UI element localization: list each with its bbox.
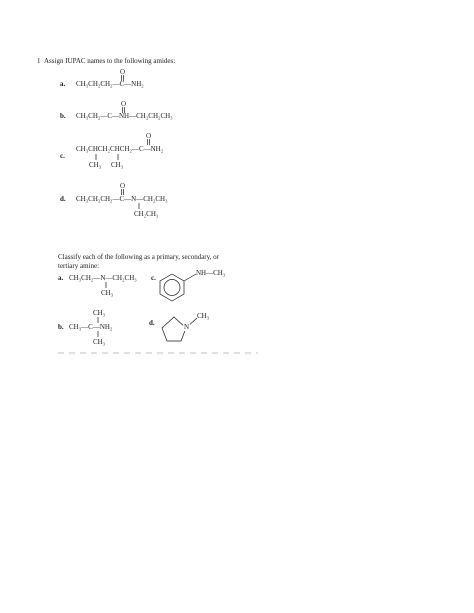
item-1d-ethyl: CH₂CH₃ bbox=[134, 210, 159, 218]
item-1a-formula: CH₃CH₂CH₂—C—NH₂ bbox=[76, 80, 144, 88]
item-1d-carbonyl-o: O bbox=[120, 182, 126, 190]
item-2a-methyl: CH₃ bbox=[101, 289, 114, 297]
item-1c-formula: CH₃CHCH₂CHCH₂—C—NH₂ bbox=[76, 145, 164, 153]
item-2a-formula: CH₃CH₂—N—CH₂CH₃ bbox=[69, 274, 137, 282]
item-2b-top-methyl: CH₃ bbox=[93, 309, 106, 317]
item-2d-methyl: CH₃ bbox=[197, 312, 210, 320]
item-1b-formula: CH₃CH₂—C—NH—CH₂CH₂CH₃ bbox=[76, 112, 173, 120]
item-1c-methyl-1: CH₃ bbox=[89, 161, 102, 169]
item-2b-bottom-methyl: CH₃ bbox=[93, 338, 106, 346]
item-1c-methyl-2: CH₃ bbox=[111, 161, 124, 169]
item-2b-label: b. bbox=[58, 323, 64, 331]
cut-off-text-line bbox=[58, 352, 258, 354]
item-1b-label: b. bbox=[60, 112, 66, 120]
question-2-prompt-line-1: Classify each of the following as a primary, secondary, or bbox=[58, 253, 220, 261]
item-2b-formula: CH₃—C—NH₂ bbox=[69, 323, 113, 331]
question-1-number: 1 bbox=[37, 57, 41, 65]
item-2a-label: a. bbox=[58, 274, 64, 282]
item-1d-formula: CH₃CH₂CH₂—C—N—CH₂CH₃ bbox=[76, 195, 168, 203]
item-2d-ring-nitrogen: N bbox=[184, 323, 190, 331]
item-1a-carbonyl-o: O bbox=[120, 68, 126, 76]
item-1c-label: c. bbox=[60, 152, 65, 160]
question-1-prompt: Assign IUPAC names to the following amides: bbox=[44, 57, 176, 65]
item-2c-nh-methyl: NH—CH₃ bbox=[196, 269, 226, 277]
item-1c-carbonyl-o: O bbox=[146, 132, 152, 140]
item-1b-carbonyl-o: O bbox=[121, 100, 127, 108]
item-2d-label: d. bbox=[149, 319, 155, 327]
item-1d-label: d. bbox=[60, 195, 66, 203]
item-1a-label: a. bbox=[60, 80, 66, 88]
question-2-prompt-line-2: tertiary amine: bbox=[58, 262, 100, 270]
item-2c-label: c. bbox=[151, 274, 156, 282]
